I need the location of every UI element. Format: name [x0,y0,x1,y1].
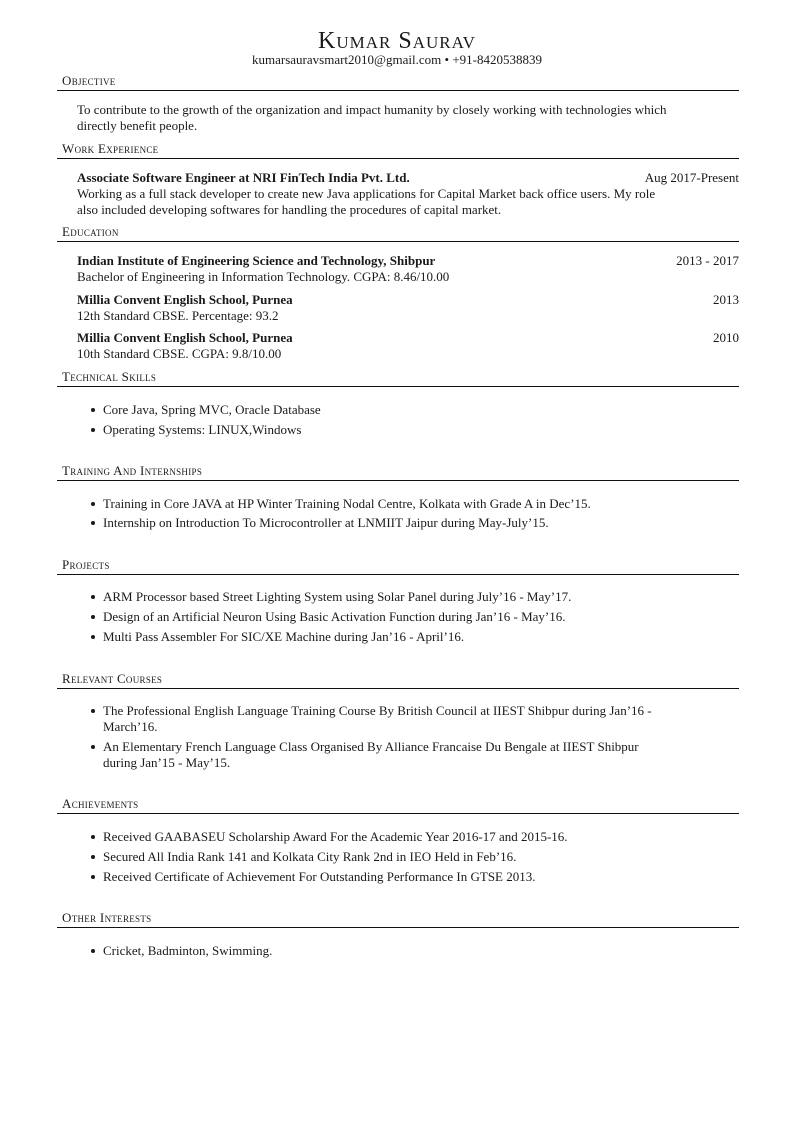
list-item: Received GAABASEU Scholarship Award For the Academic Year 2016-17 and 2015-16. [103,829,568,844]
objective-text-line1: To contribute to the growth of the organization and impact humanity by closely working with technologies which [77,102,667,117]
list-item-line1: An Elementary French Language Class Organised By Alliance Francaise Du Bengale at IIEST Shibpur [103,739,639,754]
bullet-icon [91,428,95,432]
education-detail: Bachelor of Engineering in Information Technology. CGPA: 8.46/10.00 [77,269,450,284]
list-item: Training in Core JAVA at HP Winter Training Nodal Centre, Kolkata with Grade A in Dec’15. [103,496,591,511]
education-school: Millia Convent English School, Purnea [77,292,293,307]
work-desc-line1: Working as a full stack developer to create new Java applications for Capital Market back office users. My role [77,186,656,201]
work-date: Aug 2017-Present [644,170,739,185]
bullet-icon [91,595,95,599]
section-divider [57,90,739,91]
section-title-interests: Other Interests [62,910,152,925]
email-link[interactable]: kumarsauravsmart2010@gmail.com [252,52,442,67]
list-item-line1: The Professional English Language Training Course By British Council at IIEST Shibpur during Jan’16 - [103,703,652,718]
section-title-training: Training And Internships [62,463,203,478]
contact-line [0,52,794,67]
bullet-icon [91,855,95,859]
contact-separator: • [444,52,450,67]
section-divider [57,574,739,575]
section-divider [57,386,739,387]
education-detail: 10th Standard CBSE. CGPA: 9.8/10.00 [77,346,282,361]
bullet-icon [91,875,95,879]
bullet-icon [91,615,95,619]
section-title-work: Work Experience [62,141,159,156]
list-item: Internship on Introduction To Microcontroller at LNMIIT Jaipur during May-July’15. [103,515,549,530]
list-item: Secured All India Rank 141 and Kolkata City Rank 2nd in IEO Held in Feb’16. [103,849,517,864]
list-item-line2: March’16. [103,719,158,734]
section-title-education: Education [62,224,119,239]
section-divider [57,241,739,242]
section-title-projects: Projects [62,557,110,572]
list-item: Multi Pass Assembler For SIC/XE Machine during Jan’16 - April’16. [103,629,465,644]
bullet-icon [91,745,95,749]
section-divider [57,688,739,689]
section-title-objective: Objective [62,73,116,88]
list-item: ARM Processor based Street Lighting System using Solar Panel during July’16 - May’17. [103,589,572,604]
section-divider [57,927,739,928]
bullet-icon [91,521,95,525]
bullet-icon [91,949,95,953]
candidate-name: Kumar Saurav [318,28,476,54]
section-divider [57,158,739,159]
section-title-skills: Technical Skills [62,369,157,384]
education-school: Indian Institute of Engineering Science and Technology, Shibpur [77,253,436,268]
section-title-courses: Relevant Courses [62,671,163,686]
list-item-line2: during Jan’15 - May’15. [103,755,231,770]
work-role: Associate Software Engineer at NRI FinTech India Pvt. Ltd. [77,170,410,185]
bullet-icon [91,502,95,506]
list-item: Operating Systems: LINUX,Windows [103,422,302,437]
bullet-icon [91,408,95,412]
list-item: Design of an Artificial Neuron Using Basic Activation Function during Jan’16 - May’16. [103,609,566,624]
bullet-icon [91,709,95,713]
education-date: 2010 [713,330,739,345]
list-item: Cricket, Badminton, Swimming. [103,943,273,958]
work-desc-line2: also included developing softwares for handling the procedures of capital market. [77,202,502,217]
section-title-achievements: Achievements [62,796,139,811]
phone-number: +91-8420538839 [452,52,542,67]
bullet-icon [91,835,95,839]
list-item: Received Certificate of Achievement For Outstanding Performance In GTSE 2013. [103,869,536,884]
education-date: 2013 - 2017 [676,253,739,268]
list-item: Core Java, Spring MVC, Oracle Database [103,402,321,417]
education-detail: 12th Standard CBSE. Percentage: 93.2 [77,308,279,323]
education-school: Millia Convent English School, Purnea [77,330,293,345]
bullet-icon [91,635,95,639]
section-divider [57,813,739,814]
objective-text-line2: directly benefit people. [77,118,198,133]
education-date: 2013 [713,292,739,307]
section-divider [57,480,739,481]
